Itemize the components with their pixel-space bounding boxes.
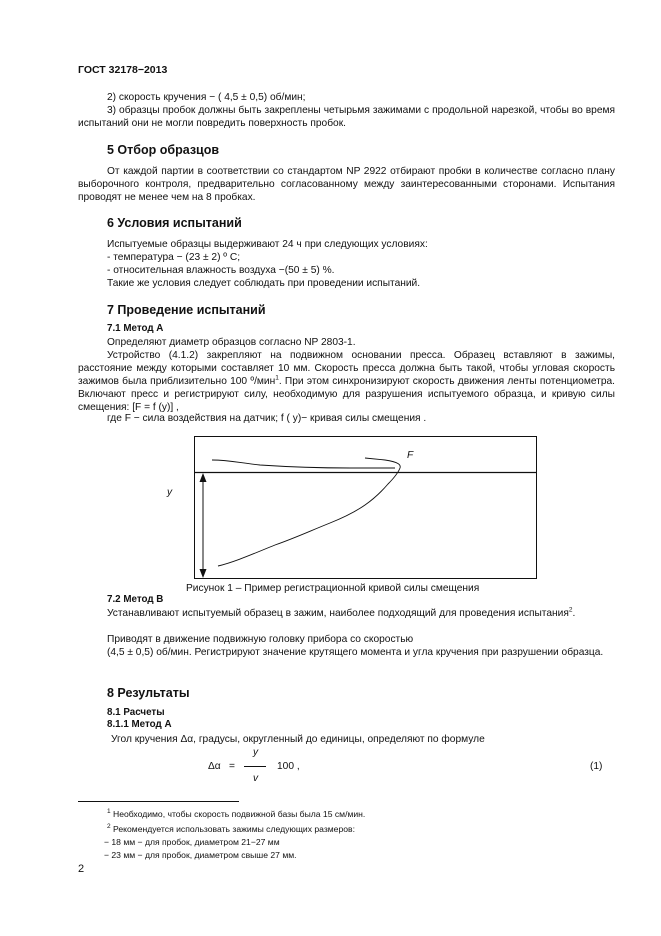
footnote-ref-1: 1: [275, 374, 279, 382]
footnote-separator: [78, 801, 239, 802]
section-6-line-4: Такие же условия следует соблюдать при проведении испытаний.: [107, 278, 421, 289]
figure-1-graph: [160, 435, 540, 583]
formula-equals: =: [229, 761, 235, 772]
section-5-title: 5 Отбор образцов: [107, 143, 220, 157]
formula-numerator: y: [253, 747, 259, 758]
subsection-7-2-paragraph: Устанавливают испытуемый образец в зажим, наиболее подходящий для проведения испытания$^2$.: [107, 606, 576, 619]
section-6-line-3: - относительная влажность воздуха −(50 ± 5) %.: [107, 265, 335, 276]
subsection-7-2-paragraph-3: (4,5 ± 0,5) об/мин. Регистрируют значение крутящего момента и угла кручения при разрушении образца.: [107, 647, 604, 658]
section-5-paragraph: От каждой партии в соответствии со стандартом NP 2922 отбирают пробки в количестве согласно плану выборочного контроля, предварительно согласованному между заинтересованными сторонами. Испытания проводят не менее чем на 8 пробках.: [78, 166, 615, 203]
section-8-title: 8 Результаты: [107, 686, 190, 700]
footnote-2-item-b: − 23 мм − для пробок, диаметром свыше 27 мм.: [104, 850, 297, 860]
formula-number: (1): [590, 761, 603, 772]
subsection-7-1-title: 7.1 Метод А: [107, 323, 164, 334]
section-6-line-2: - температура − (23 ± 2) º С;: [107, 252, 241, 263]
formula-factor: 100 ,: [277, 761, 300, 772]
section-7-title: 7 Проведение испытаний: [107, 303, 266, 317]
section-6-line-1: Испытуемые образцы выдерживают 24 ч при следующих условиях:: [107, 239, 428, 250]
figure-label-f: F: [407, 450, 414, 461]
footnote-ref-2: 2: [568, 606, 573, 614]
subsection-8-1-1-title: 8.1.1 Метод А: [107, 719, 172, 730]
formula-lhs: Δα: [208, 761, 221, 772]
footnote-2: $^2$ Рекомендуется использовать зажимы следующих размеров:: [107, 823, 355, 834]
document-header: ГОСТ 32178−2013: [78, 64, 168, 76]
subsection-7-2-line-2: Приводят в движение подвижную головку прибора со скоростью: [107, 634, 414, 645]
intro-line-2: 3) образцы пробок должны быть закреплены четырьмя зажимами с продольной нарезкой, чтобы во время испытаний они не могли повредить поверхность пробок.: [78, 105, 615, 129]
figure-1-caption: Рисунок 1 – Пример регистрационной кривой силы смещения: [186, 583, 480, 594]
where-line: где F − сила воздействия на датчик; f ( y)− кривая силы смещения .: [107, 413, 427, 424]
footnote-2-item-a: − 18 мм − для пробок, диаметром 21−27 мм: [104, 837, 280, 847]
formula-denominator: v: [253, 773, 259, 784]
formula-fraction-bar: [244, 766, 266, 767]
subsection-7-1-line: Определяют диаметр образцов согласно NP 2803-1.: [107, 337, 356, 348]
subsection-7-2-title: 7.2 Метод В: [107, 594, 164, 605]
page-number: 2: [78, 863, 85, 875]
figure-label-y: y: [167, 487, 173, 498]
footnote-1: $^1$ Необходимо, чтобы скорость подвижной базы была 15 см/мин.: [107, 808, 366, 819]
subsection-7-1-paragraph: Устройство (4.1.2) закрепляют на подвижном основании пресса. Образец вставляют в зажимы, расстояние между которыми составляет 10 мм. Скорость пресса должна быть такой, чтобы угловая скорость зажимов была приблизительно 100 º/мин$^1$. При этом синхронизируют скорость движения ленты потенциометра. Включают пресс и регистрируют силу, необходимую для разрушения испытуемого образца, и кривую силы смещения: [F = f (y)] ,: [78, 350, 615, 413]
section-8-line: Угол кручения Δα, градусы, округленный до единицы, определяют по формуле: [111, 734, 485, 745]
subsection-8-1-title: 8.1 Расчеты: [107, 707, 165, 718]
section-6-title: 6 Условия испытаний: [107, 216, 242, 230]
intro-line-1: 2) скорость кручения − ( 4,5 ± 0,5) об/мин;: [107, 92, 306, 103]
